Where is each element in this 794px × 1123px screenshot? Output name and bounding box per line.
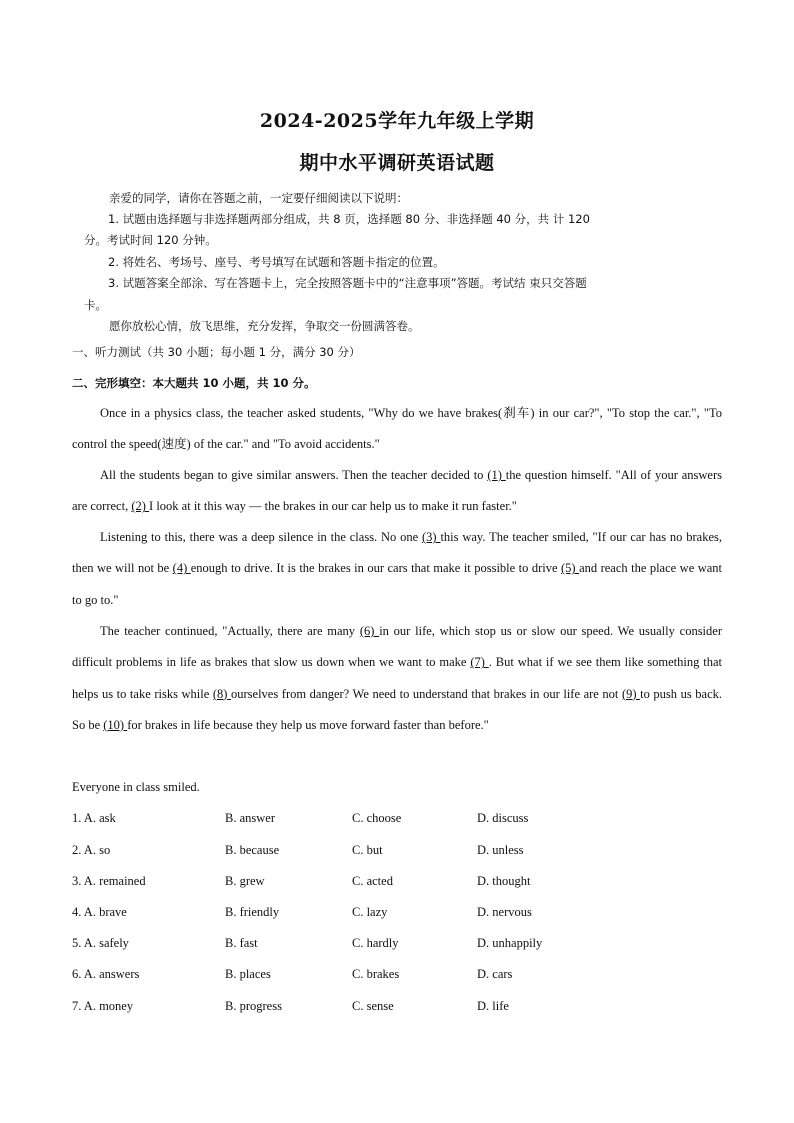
question-3-option-b: B. grew	[225, 874, 265, 888]
exam-title-subject: 期中水平调研英语试题	[299, 152, 495, 174]
question-1-option-a: 1. A. ask	[72, 811, 116, 825]
question-2-option-d: D. unless	[477, 843, 524, 857]
blank-4: (4)	[172, 561, 191, 576]
question-6-option-b: B. places	[225, 967, 271, 981]
question-6-option-d: D. cars	[477, 967, 513, 981]
question-3-option-c: C. acted	[352, 874, 393, 888]
question-7-option-b: B. progress	[225, 999, 282, 1013]
passage-text: to push us back. So be	[72, 686, 723, 732]
question-1-option-c: C. choose	[352, 811, 402, 825]
passage-text: for brakes in life because they help us move forward faster than before."	[127, 717, 489, 732]
blank-3: (3)	[422, 530, 441, 544]
question-7-option-a: 7. A. money	[72, 999, 134, 1013]
exam-title-year: 2024-2025学年九年级上学期	[259, 110, 535, 132]
passage-text: the question himself. "All of your answers are correct,	[72, 468, 723, 514]
question-5-option-a: 5. A. safely	[72, 936, 129, 950]
passage-text: Once in a physics class, the teacher asked students, "Why do we have brakes(刹车) in our car?", "To stop the car.", "To control the speed(速度) of the car." and "To avoid accidents."	[72, 406, 722, 452]
question-5-option-d: D. unhappily	[477, 936, 543, 950]
passage-paragraph-2	[72, 460, 722, 523]
passage-closing: Everyone in class smiled.	[72, 780, 200, 794]
question-6-option-a: 6. A. answers	[72, 967, 140, 981]
blank-1: (1)	[487, 468, 506, 482]
question-3-option-a: 3. A. remained	[72, 874, 146, 888]
question-4-option-d: D. nervous	[477, 905, 532, 919]
blank-8: (8)	[212, 686, 231, 701]
passage-text: Listening to this, there was a deep silence in the class. No one	[100, 530, 423, 544]
question-5-option-b: B. fast	[225, 936, 258, 950]
passage-text: All the students began to give similar answers. Then the teacher decided to	[100, 468, 488, 482]
blank-9: (9)	[621, 686, 641, 701]
question-2-option-a: 2. A. so	[72, 843, 111, 857]
passage-text: this way. The teacher smiled, "If our car has no brakes, then we will not be	[72, 530, 723, 576]
notice-item-1: 1. 试题由选择题与非选择题两部分组成，共 8 页，选择题 80 分、非选择题 40 分，共 计 120	[108, 212, 590, 226]
blank-7: (7)	[470, 655, 489, 670]
question-4-option-c: C. lazy	[352, 905, 388, 919]
passage-text: enough to drive. It is the brakes in our cars that make it possible to drive	[190, 561, 562, 576]
question-1-option-d: D. discuss	[477, 811, 529, 825]
passage-text: The teacher continued, "Actually, there are many	[100, 624, 360, 638]
notice-item-3-cont: 卡。	[84, 298, 107, 312]
section-cloze: 二、完形填空：本大题共 10 小题，共 10 分。	[72, 376, 316, 390]
question-4-option-b: B. friendly	[225, 905, 280, 919]
notice-wish: 愿你放松心情，放飞思维，充分发挥，争取交一份圆满答卷。	[109, 319, 420, 333]
question-4-option-a: 4. A. brave	[72, 905, 127, 919]
passage-text: ourselves from danger? We need to understand that brakes in our life are not	[231, 686, 622, 701]
blank-6: (6)	[359, 624, 380, 638]
passage-paragraph-1	[72, 398, 722, 461]
question-1-option-b: B. answer	[225, 811, 275, 825]
question-7-option-d: D. life	[477, 999, 509, 1013]
question-5-option-c: C. hardly	[352, 936, 399, 950]
question-3-option-d: D. thought	[477, 874, 531, 888]
question-7-option-c: C. sense	[352, 999, 394, 1013]
notice-item-2: 2. 将姓名、考场号、座号、考号填写在试题和答题卡指定的位置。	[108, 255, 445, 269]
blank-10: (10)	[103, 717, 128, 732]
notice-item-1-cont: 分。考试时间 120 分钟。	[84, 233, 217, 247]
passage-paragraph-3	[72, 522, 722, 616]
question-2-option-c: C. but	[352, 843, 383, 857]
question-6-option-c: C. brakes	[352, 967, 400, 981]
passage-text: I look at it this way — the brakes in our car help us to make it run faster."	[149, 499, 517, 514]
section-listening: 一、听力测试（共 30 小题；每小题 1 分，满分 30 分）	[72, 345, 361, 359]
passage-paragraph-4	[72, 616, 722, 741]
question-2-option-b: B. because	[225, 843, 280, 857]
passage-text: in our life, which stop us or slow our speed. We usually consider difficult problems in life as brakes that slow us down when we want to make	[72, 624, 722, 670]
passage-text: and reach the place we want to go to."	[72, 561, 723, 607]
notice-greeting: 亲爱的同学，请你在答题之前，一定要仔细阅读以下说明：	[109, 191, 408, 205]
blank-5: (5)	[561, 561, 580, 576]
notice-item-3: 3. 试题答案全部涂、写在答题卡上，完全按照答题卡中的“注意事项”答题。考试结 束只交答题	[108, 276, 587, 290]
passage-text: . But what if we see them like something that helps us to take risks while	[72, 655, 723, 701]
blank-2: (2)	[131, 499, 150, 514]
